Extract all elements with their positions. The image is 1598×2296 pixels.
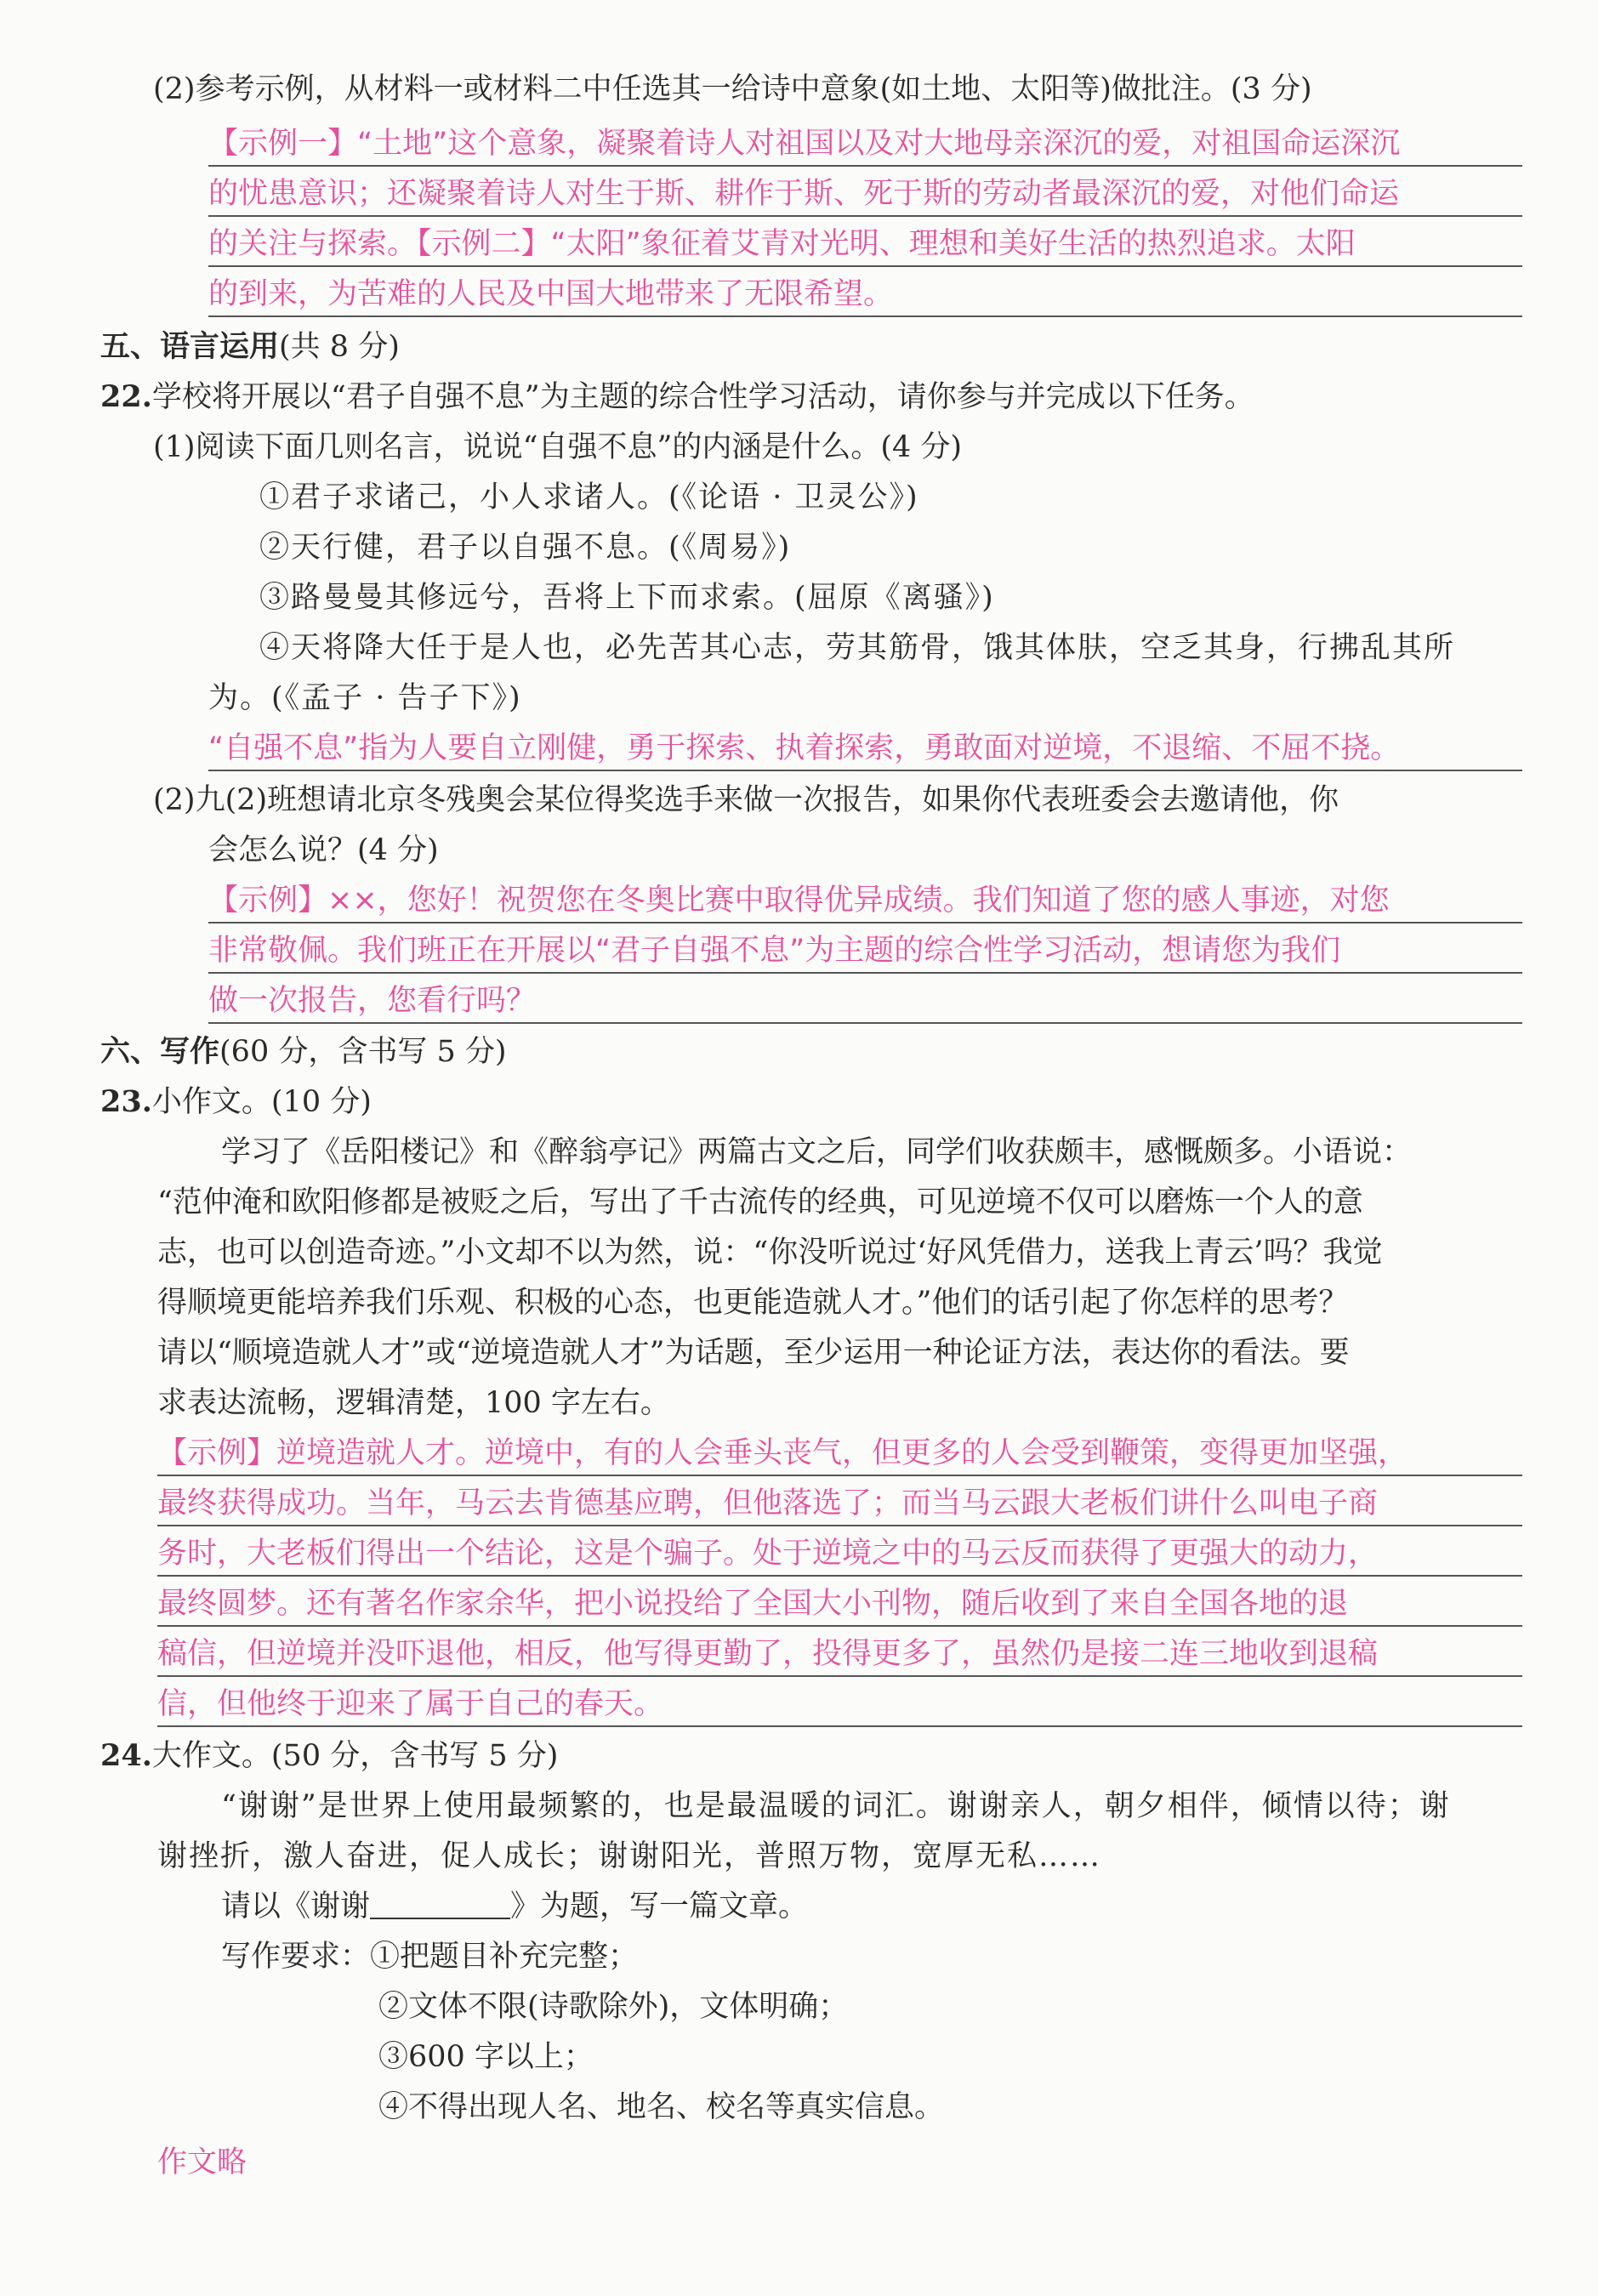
q22-quote-3: ③路曼曼其修远兮，吾将上下而求索。(屈原《离骚》) [259, 581, 995, 615]
q24-title: 大作文。(50 分，含书写 5 分) [151, 1739, 559, 1773]
answer-rule [157, 1725, 1522, 1727]
answer-rule [157, 1625, 1522, 1627]
q24-answer: 作文略 [157, 2145, 247, 2179]
q22-2-answer-line-2: 非常敬佩。我们班正在开展以“君子自强不息”为主题的综合性学习活动，想请您为我们 [208, 934, 1341, 968]
section-6-title: 六、写作 [100, 1035, 220, 1069]
answer-rule [208, 215, 1522, 217]
q21-2-answer-line-3: 的关注与探索。【示例二】“太阳”象征着艾青对光明、理想和美好生活的热烈追求。太阳 [208, 227, 1356, 261]
q22-quote-4: ④天将降大任于是人也，必先苦其心志，劳其筋骨，饿其体肤，空乏其身，行拂乱其所 [259, 631, 1456, 665]
q22-quote-2: ②天行健，君子以自强不息。(《周易》) [259, 531, 792, 565]
q24-prompt-line [221, 1887, 808, 1926]
q24-requirement-2: ②文体不限(诗歌除外)，文体明确； [378, 1990, 849, 2024]
q22-stem: 学校将开展以“君子自强不息”为主题的综合性学习活动，请你参与并完成以下任务。 [151, 380, 1254, 414]
q22-2-answer-line-3: 做一次报告，您看行吗？ [208, 984, 537, 1018]
q22-1-answer: “自强不息”指为人要自立刚健，勇于探索、执着探索，勇敢面对逆境，不退缩、不屈不挠。 [208, 731, 1401, 765]
q23-answer-line-6: 信，但他终于迎来了属于自己的春天。 [157, 1687, 664, 1721]
q21-2-prompt: (2)参考示例，从材料一或材料二中任选其一给诗中意象(如土地、太阳等)做批注。(3 分) [153, 72, 1312, 106]
q23-body-line-1: 学习了《岳阳楼记》和《醉翁亭记》两篇古文之后，同学们收获颇丰，感慨颇多。小语说： [221, 1135, 1413, 1169]
section-5-heading [100, 327, 400, 367]
q22-quote-1: ①君子求诸己，小人求诸人。(《论语 · 卫灵公》) [259, 480, 919, 514]
q23-answer-line-5: 稿信，但逆境并没吓退他，相反，他写得更勤了，投得更多了，虽然仍是接二连三地收到退稿 [157, 1637, 1379, 1671]
q24-requirement-3: ③600 字以上； [378, 2040, 594, 2074]
q23-body-line-6: 求表达流畅，逻辑清楚，100 字左右。 [157, 1386, 670, 1420]
answer-rule [208, 165, 1522, 167]
section-5-score: (共 8 分) [279, 330, 400, 364]
answer-rule [208, 922, 1522, 924]
q22-2-answer-line-1: 【示例】××，您好！祝贺您在冬奥比赛中取得优异成绩。我们知道了您的感人事迹，对您 [208, 884, 1390, 918]
q24-requirement-line-1 [221, 1937, 638, 1976]
q24-prompt-after: 》为题，写一篇文章。 [510, 1890, 809, 1924]
q24-number: 24. [100, 1738, 152, 1773]
answer-rule [208, 770, 1522, 771]
answer-rule [208, 1022, 1522, 1024]
q22-1-prompt: (1)阅读下面几则名言，说说“自强不息”的内涵是什么。(4 分) [153, 430, 963, 464]
answer-rule [157, 1675, 1522, 1677]
answer-rule [208, 315, 1522, 317]
section-6-score: (60 分，含书写 5 分) [219, 1035, 507, 1069]
q23-body-line-2: “范仲淹和欧阳修都是被贬之后，写出了千古流传的经典，可见逆境不仅可以磨炼一个人的意 [157, 1185, 1363, 1219]
q22-quote-4-cont: 为。(《孟子 · 告子下》) [208, 681, 522, 715]
answer-rule [157, 1575, 1522, 1577]
q23-body-line-3: 志，也可以创造奇迹。”小文却不以为然，说：“你没听说过‘好风凭借力，送我上青云’吗？我觉 [157, 1236, 1383, 1270]
q21-2-answer-line-4: 的到来，为苦难的人民及中国大地带来了无限希望。 [208, 277, 894, 311]
q24-requirement-4: ④不得出现人名、地名、校名等真实信息。 [378, 2090, 945, 2124]
q23-answer-line-4: 最终圆梦。还有著名作家余华，把小说投给了全国大小刊物，随后收到了来自全国各地的退 [157, 1587, 1349, 1621]
q24-body-line-2: 谢挫折，激人奋进，促人成长；谢谢阳光，普照万物，宽厚无私…… [157, 1839, 1102, 1873]
q21-2-answer-line-2: 的忧患意识；还凝聚着诗人对生于斯、耕作于斯、死于斯的劳动者最深沉的爱，对他们命运 [208, 177, 1400, 211]
q23-number: 23. [100, 1084, 152, 1119]
q22-number: 22. [100, 379, 152, 414]
q24-requirement-label: 写作要求： [221, 1940, 371, 1974]
q24-body-line-1: “谢谢”是世界上使用最频繁的，也是最温暖的词汇。谢谢亲人，朝夕相伴，倾情以待；谢 [221, 1789, 1451, 1823]
section-5-title: 五、语言运用 [100, 330, 280, 364]
q21-2-answer-line-1: 【示例一】“土地”这个意象，凝聚着诗人对祖国以及对大地母亲深沉的爱，对祖国命运深沉 [208, 127, 1401, 161]
q23-title-line [100, 1083, 372, 1122]
q23-body-line-5: 请以“顺境造就人才”或“逆境造就人才”为话题，至少运用一种论证方法，表达你的看法。要 [157, 1336, 1350, 1370]
q24-prompt-before: 请以《谢谢 [221, 1890, 371, 1924]
title-blank [370, 1892, 510, 1919]
q22-2-prompt-line-2: 会怎么说？(4 分) [208, 833, 439, 867]
q22-2-prompt-line-1: (2)九(2)班想请北京冬残奥会某位得奖选手来做一次报告，如果你代表班委会去邀请他，你 [153, 783, 1339, 817]
section-6-heading [100, 1032, 507, 1071]
q24-requirement-1: ①把题目补充完整； [370, 1940, 639, 1974]
q23-body-line-4: 得顺境更能培养我们乐观、积极的心态，也更能造就人才。”他们的话引起了你怎样的思考？ [157, 1286, 1349, 1320]
answer-rule [157, 1475, 1522, 1476]
answer-rule [208, 265, 1522, 267]
answer-rule [157, 1525, 1522, 1526]
q24-title-line [100, 1736, 558, 1776]
q23-answer-line-3: 务时，大老板们得出一个结论，这是个骗子。处于逆境之中的马云反而获得了更强大的动力， [157, 1537, 1379, 1571]
answer-rule [208, 972, 1522, 974]
q23-title: 小作文。(10 分) [151, 1085, 372, 1119]
q22-stem-line [100, 378, 1254, 417]
q23-answer-line-2: 最终获得成功。当年，马云去肯德基应聘，但他落选了；而当马云跟大老板们讲什么叫电子商 [157, 1486, 1379, 1520]
q23-answer-line-1: 【示例】逆境造就人才。逆境中，有的人会垂头丧气，但更多的人会受到鞭策，变得更加坚强， [157, 1436, 1408, 1470]
